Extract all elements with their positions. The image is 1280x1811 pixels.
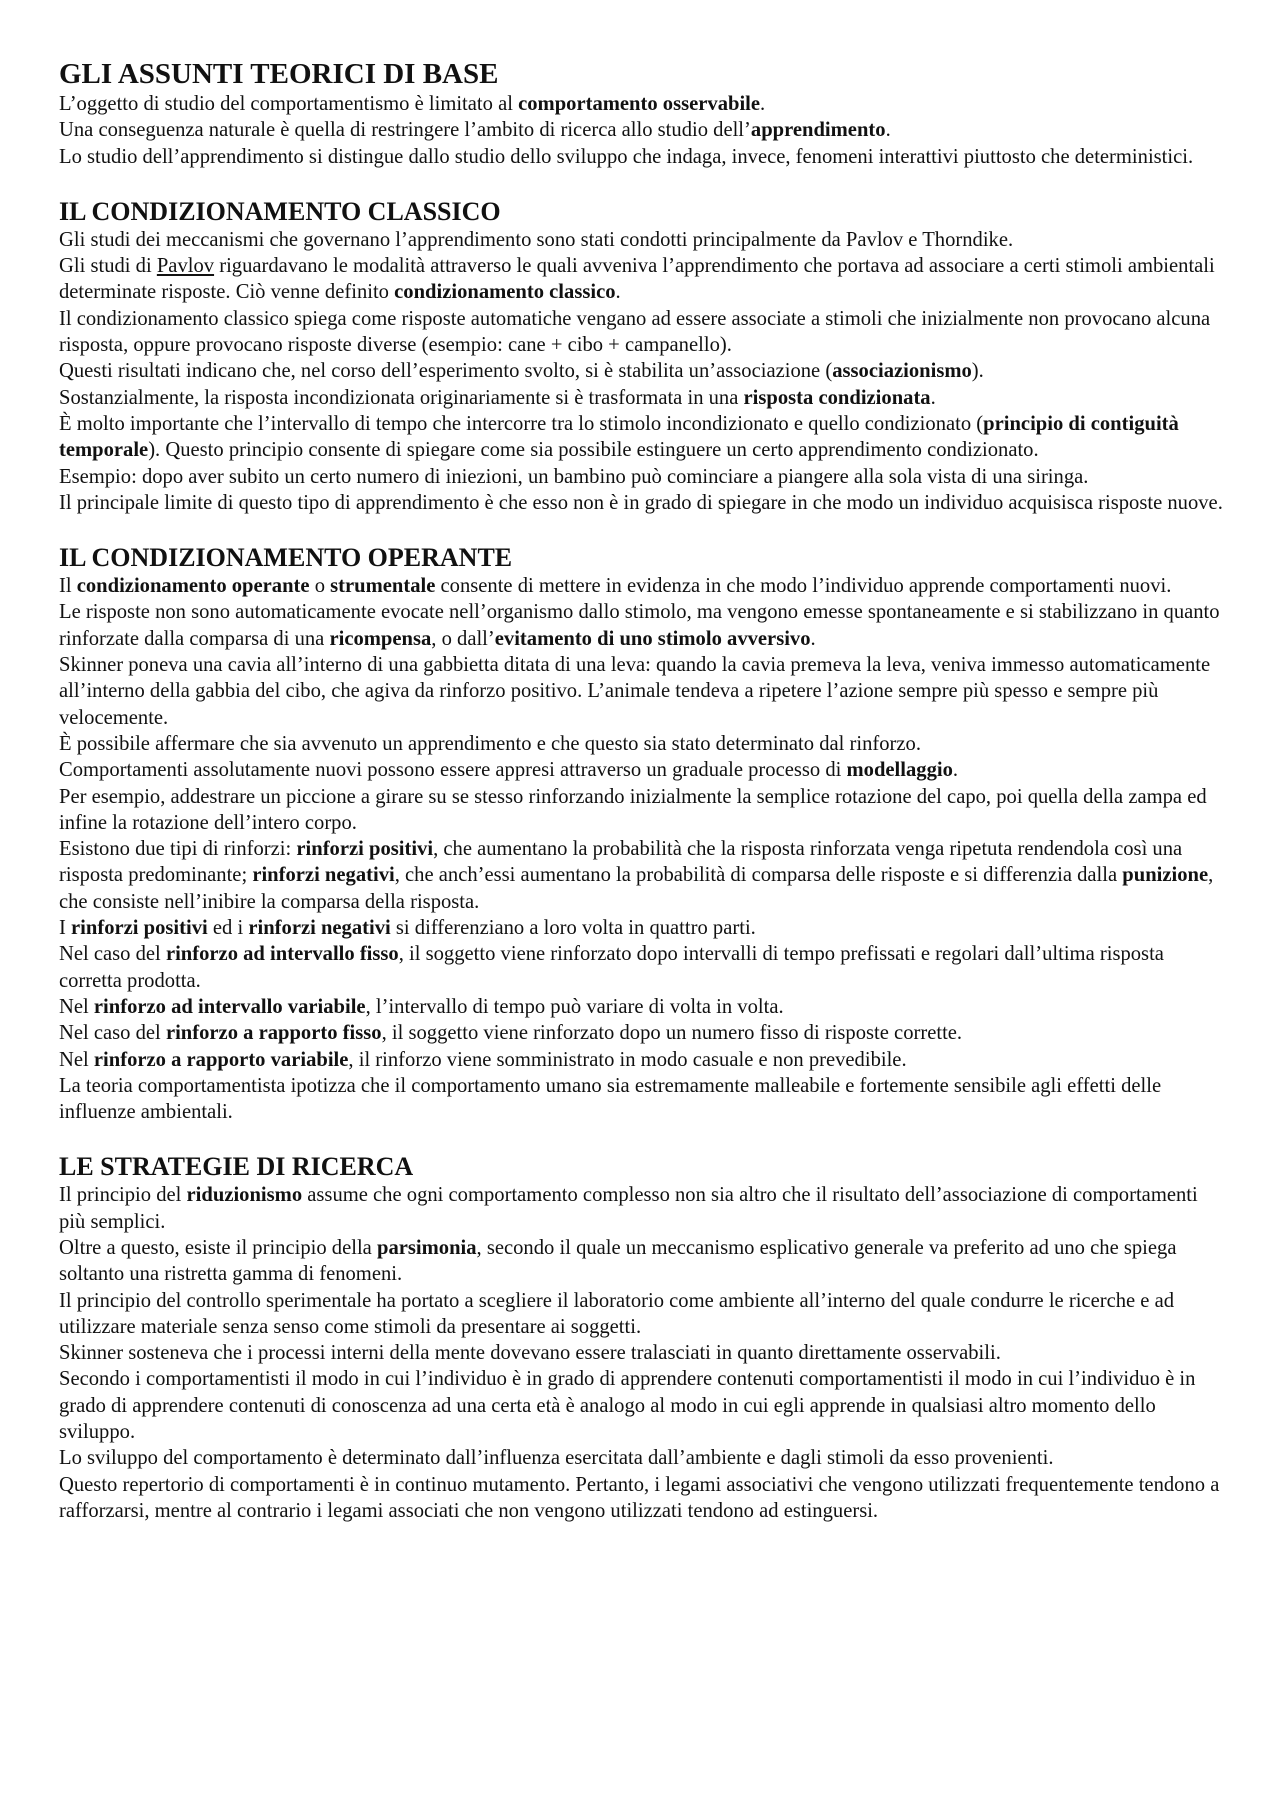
text-run: È molto importante che l’intervallo di tempo che intercorre tra lo stimolo incondizionato e quello condizionato ( — [59, 412, 984, 435]
paragraph — [59, 411, 1224, 464]
text-run: Skinner sosteneva che i processi interni della mente dovevano essere tralasciati in quanto direttamente osservabili. — [59, 1342, 1001, 1365]
text-run: Gli studi dei meccanismi che governano l’apprendimento sono stati condotti principalmente da Pavlov e Thorndike. — [59, 228, 1014, 251]
text-run: Il principio del controllo sperimentale ha portato a scegliere il laboratorio come ambiente all’interno del quale condurre le ricerche e ad utilizzare materiale senza senso come stimoli da presentare ai soggetti. — [59, 1289, 1175, 1338]
text-run: Lo sviluppo del comportamento è determinato dall’influenza esercitata dall’ambiente e dagli stimoli da esso provenienti. — [59, 1447, 1054, 1470]
bold-term: riduzionismo — [186, 1184, 303, 1207]
text-run: Lo studio dell’apprendimento si distingue dallo studio dello sviluppo che indaga, invece, fenomeni interattivi piuttosto che deterministici. — [59, 145, 1194, 168]
paragraph — [59, 358, 1224, 384]
text-run: Esempio: dopo aver subito un certo numero di iniezioni, un bambino può cominciare a piangere alla sola vista di una siringa. — [59, 465, 1089, 488]
text-run: È possibile affermare che sia avvenuto un apprendimento e che questo sia stato determinato dal rinforzo. — [59, 732, 921, 755]
paragraph — [59, 385, 1224, 411]
paragraph — [59, 117, 1224, 143]
text-run: , il rinforzo viene somministrato in modo casuale e non prevedibile. — [348, 1048, 907, 1071]
paragraph — [59, 652, 1224, 731]
paragraph — [59, 1047, 1224, 1073]
text-run: Oltre a questo, esiste il principio della — [59, 1236, 377, 1259]
text-run: Sostanzialmente, la risposta incondizionata originariamente si è trasformata in una — [59, 386, 744, 409]
text-run: consente di mettere in evidenza in che modo l’individuo apprende comportamenti nuovi. — [435, 575, 1172, 598]
bold-term: rinforzi positivi — [296, 838, 434, 861]
bold-term: rinforzi negativi — [248, 917, 391, 940]
bold-term: rinforzo a rapporto fisso — [165, 1022, 382, 1045]
paragraph — [59, 994, 1224, 1020]
text-run: o — [309, 575, 331, 598]
paragraph — [59, 144, 1224, 170]
paragraph — [59, 1340, 1224, 1366]
paragraph — [59, 731, 1224, 757]
paragraph — [59, 1073, 1224, 1126]
text-run: Una conseguenza naturale è quella di restringere l’ambito di ricerca allo studio dell’ — [59, 119, 751, 142]
text-run: I — [59, 917, 72, 940]
bold-term: modellaggio — [846, 759, 953, 782]
underlined-term: Pavlov — [156, 255, 215, 278]
paragraph — [59, 306, 1224, 359]
text-run: Comportamenti assolutamente nuovi possono essere appresi attraverso un graduale processo di — [59, 759, 847, 782]
text-run: La teoria comportamentista ipotizza che il comportamento umano sia estremamente malleabile e fortemente sensibile agli effetti delle influenze ambientali. — [59, 1074, 1162, 1124]
text-run: Le risposte non sono automaticamente evocate nell’organismo dallo stimolo, ma vengono emesse spontaneamente e si stabilizzano in quanto rinforzate dalla comparsa di una — [59, 601, 1220, 650]
text-run: Nel caso del — [59, 943, 166, 966]
text-run: , che aumentano la probabilità che la risposta rinforzata venga ripetuta rendendola così una risposta predominante; — [59, 838, 1183, 887]
text-run: Per esempio, addestrare un piccione a girare su se stesso rinforzando inizialmente la semplice rotazione del capo, poi quella della zampa ed infine la rotazione dell’intero corpo. — [59, 785, 1207, 834]
bold-term: evitamento di uno stimolo avversivo — [494, 627, 811, 650]
paragraph — [59, 757, 1224, 783]
text-run: . — [952, 759, 959, 782]
text-run: , secondo il quale un meccanismo esplicativo generale va preferito ad uno che spiega soltanto una ristretta gamma di fenomeni. — [59, 1236, 1177, 1286]
text-run: assume che ogni comportamento complesso non sia altro che il risultato dell’associazione di comportamenti più semplici. — [59, 1184, 1198, 1233]
text-run: L’oggetto di studio del comportamentismo è limitato al — [59, 93, 519, 115]
paragraph — [59, 1366, 1224, 1445]
document-page — [59, 58, 1224, 1551]
bold-term: rinforzi negativi — [252, 864, 395, 887]
text-run: . — [810, 627, 816, 650]
section-body — [59, 573, 1224, 1125]
text-run: ). Questo principio consente di spiegare come sia possibile estinguere un certo apprendimento condizionato. — [148, 439, 1039, 462]
text-run: Esistono due tipi di rinforzi: — [59, 838, 297, 861]
text-run: . — [760, 93, 766, 115]
paragraph — [59, 941, 1224, 994]
text-run: Il — [59, 575, 77, 598]
section-title: GLI ASSUNTI TEORICI DI BASE — [59, 58, 499, 90]
bold-term: associazionismo — [832, 360, 972, 383]
bold-term: rinforzi positivi — [71, 917, 208, 940]
text-run: , che consiste nell’inibire la comparsa della risposta. — [59, 864, 1214, 913]
bold-term: ricompensa — [329, 627, 432, 650]
text-run: ). — [971, 360, 984, 383]
section-condizionamento-operante — [59, 543, 1224, 1125]
text-run: Nel — [59, 995, 94, 1018]
paragraph — [59, 91, 1224, 117]
bold-term: principio di contiguità temporale — [59, 412, 1179, 462]
text-run: Il principale limite di questo tipo di apprendimento è che esso non è in grado di spiegare in che modo un individuo acquisisca risposte nuove. — [59, 491, 1223, 514]
bold-term: rinforzo a rapporto variabile — [93, 1048, 349, 1071]
paragraph — [59, 490, 1224, 516]
bold-term: parsimonia — [376, 1236, 477, 1259]
text-run: , il soggetto viene rinforzato dopo intervalli di tempo prefissati e regolari dall’ultima risposta corretta prodotta. — [59, 943, 1164, 992]
text-run: Nel — [59, 1048, 94, 1071]
text-run: . — [930, 386, 936, 409]
paragraph — [59, 1288, 1224, 1341]
paragraph — [59, 1472, 1224, 1525]
text-run: riguardavano le modalità attraverso le quali avveniva l’apprendimento che portava ad associare a certi stimoli ambientali determinate risposte. Ciò venne definito — [59, 255, 1215, 304]
text-run: Gli studi di — [59, 255, 157, 278]
text-run: , l’intervallo di tempo può variare di volta in volta. — [365, 995, 784, 1018]
paragraph — [59, 227, 1224, 253]
paragraph — [59, 915, 1224, 941]
text-run: Questi risultati indicano che, nel corso dell’esperimento svolto, si è stabilita un’associazione ( — [59, 360, 833, 383]
text-run: , il soggetto viene rinforzato dopo un numero fisso di risposte corrette. — [381, 1022, 963, 1045]
text-run: Il principio del — [59, 1184, 187, 1207]
section-body — [59, 1182, 1224, 1524]
text-run: Skinner poneva una cavia all’interno di una gabbietta ditata di una leva: quando la cavia premeva la leva, veniva immesso automaticamente all’interno della gabbia del cibo, che agiva da rinforzo positivo. L’animale tendeva a ripetere l’azione sempre più spesso e sempre più velocemente. — [59, 654, 1211, 729]
text-run: Nel caso del — [59, 1022, 166, 1045]
bold-term: punizione — [1122, 864, 1209, 887]
text-run: , che anch’essi aumentano la probabilità di comparsa delle risposte e si differenzia dalla — [394, 864, 1123, 887]
bold-term: comportamento osservabile — [518, 93, 761, 115]
bold-term: condizionamento operante — [76, 575, 310, 598]
section-body — [59, 227, 1224, 516]
text-run: Secondo i comportamentisti il modo in cui l’individuo è in grado di apprendere contenuti comportamentisti il modo in cui l’individuo è in grado di apprendere contenuti di conoscenza ad una certa età è analogo al modo in cui egli apprende in qualsiasi altro momento dello sviluppo. — [59, 1368, 1196, 1444]
text-run: , o dall’ — [431, 627, 495, 650]
text-run: . — [885, 119, 891, 142]
paragraph — [59, 1235, 1224, 1288]
section-strategie-ricerca — [59, 1152, 1224, 1524]
section-assunti — [59, 58, 1224, 170]
paragraph — [59, 573, 1224, 599]
text-run: Questo repertorio di comportamenti è in continuo mutamento. Pertanto, i legami associativi che vengono utilizzati frequentemente tendono a rafforzarsi, mentre al contrario i legami associati che non vengono utilizzati tendono ad estinguersi. — [59, 1473, 1220, 1522]
paragraph — [59, 836, 1224, 915]
bold-term: rinforzo ad intervallo fisso — [165, 943, 399, 966]
paragraph — [59, 1020, 1224, 1046]
paragraph — [59, 599, 1224, 652]
section-body — [59, 91, 1224, 170]
section-title: LE STRATEGIE DI RICERCA — [59, 1152, 414, 1182]
bold-term: condizionamento classico — [394, 281, 616, 304]
text-run: Il condizionamento classico spiega come risposte automatiche vengano ad essere associate a stimoli che inizialmente non provocano alcuna risposta, oppure provocano risposte diverse (esempio: cane + cibo + campanello). — [59, 307, 1211, 357]
section-title: IL CONDIZIONAMENTO OPERANTE — [59, 543, 513, 573]
paragraph — [59, 1182, 1224, 1235]
bold-term: rinforzo ad intervallo variabile — [93, 995, 366, 1018]
section-condizionamento-classico — [59, 197, 1224, 516]
bold-term: risposta condizionata — [743, 386, 931, 409]
bold-term: strumentale — [330, 575, 436, 598]
paragraph — [59, 1445, 1224, 1471]
paragraph — [59, 253, 1224, 306]
text-run: . — [615, 281, 621, 304]
bold-term: apprendimento — [750, 119, 886, 142]
section-title: IL CONDIZIONAMENTO CLASSICO — [59, 196, 501, 226]
paragraph — [59, 784, 1224, 837]
paragraph — [59, 464, 1224, 490]
text-run: ed i — [207, 917, 249, 940]
text-run: si differenziano a loro volta in quattro parti. — [390, 917, 756, 940]
